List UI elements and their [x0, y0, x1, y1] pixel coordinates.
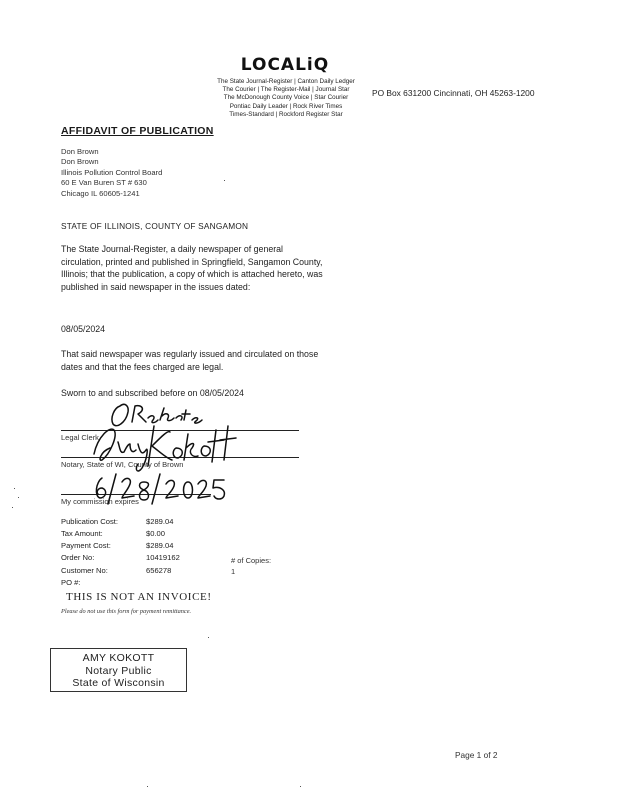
address-line: Don Brown	[61, 147, 99, 156]
invoice-note: Please do not use this form for payment remittance.	[61, 608, 192, 615]
publication-line: Pontiac Daily Leader | Rock River Times	[229, 102, 343, 110]
order-number-value: 10419162	[146, 553, 180, 562]
commission-label: My commission expires	[61, 497, 139, 506]
publication-line: The State Journal-Register | Canton Daily Ledger	[217, 78, 355, 85]
stamp-line: State of Wisconsin	[72, 677, 165, 689]
document-title: AFFIDAVIT OF PUBLICATION	[61, 125, 214, 137]
sworn-statement: Sworn to and subscribed before on 08/05/2024	[61, 388, 244, 398]
scan-speck	[18, 497, 19, 498]
copies-value: 1	[231, 567, 236, 576]
company-logo: LOCALiQ	[240, 55, 330, 75]
fee-value: $289.04	[146, 541, 174, 550]
stamp-line: Notary Public	[85, 664, 152, 677]
scan-speck	[147, 786, 148, 787]
scan-speck	[300, 786, 301, 787]
address-line: Don Brown	[61, 157, 99, 167]
scan-speck	[12, 507, 13, 508]
fee-label: Payment Cost:	[61, 541, 111, 550]
page-number: Page 1 of 2	[455, 750, 498, 760]
fee-value: $0.00	[146, 529, 166, 538]
scan-speck	[208, 637, 209, 638]
address-line: Chicago IL 60605-1241	[61, 188, 140, 198]
address-line: 60 E Van Buren ST # 630	[61, 178, 147, 188]
po-number-label: PO #:	[61, 578, 81, 587]
notary-label: Notary, State of WI, County of Brown	[61, 460, 184, 469]
fee-value: $289.04	[146, 517, 174, 526]
notary-stamp	[50, 648, 187, 692]
issue-date: 08/05/2024	[61, 324, 106, 334]
stamp-line: AMY KOKOTT	[82, 652, 155, 664]
publication-statement: The State Journal-Register, a daily newspaper of general circulation, printed and published in Springfield, Sangamon County, Illinois; that the publication, a copy of which is attached hereto, was published in said newspaper in the issues dated:	[61, 244, 323, 292]
invoice-notice: THIS IS NOT AN INVOICE!	[66, 591, 212, 603]
order-number-label: Order No:	[61, 553, 95, 562]
fee-label: Publication Cost:	[61, 517, 118, 526]
customer-number-value: 656278	[146, 566, 172, 575]
circulation-statement: That said newspaper was regularly issued and circulated on those dates and that the fees charged are legal.	[61, 349, 319, 372]
recipient-address	[61, 147, 162, 199]
state-county: STATE OF ILLINOIS, COUNTY OF SANGAMON	[61, 221, 249, 231]
po-box-address: PO Box 631200 Cincinnati, OH 45263-1200	[372, 88, 535, 98]
publication-line: The Courier | The Register-Mail | Journal Star	[222, 86, 350, 94]
fee-label: Tax Amount:	[61, 529, 103, 538]
handwritten-signature-graphic	[80, 396, 240, 508]
publication-line: The McDonough County Voice | Star Courier	[223, 94, 349, 102]
scan-speck	[14, 488, 15, 489]
publication-list	[196, 78, 376, 119]
copies-label: # of Copies:	[231, 556, 272, 565]
address-line: Illinois Pollution Control Board	[61, 167, 163, 177]
publication-line: Times-Standard | Rockford Register Star	[229, 110, 343, 118]
legal-clerk-label: Legal Clerk	[61, 433, 99, 442]
customer-number-label: Customer No:	[61, 566, 108, 575]
scan-speck	[224, 180, 225, 181]
